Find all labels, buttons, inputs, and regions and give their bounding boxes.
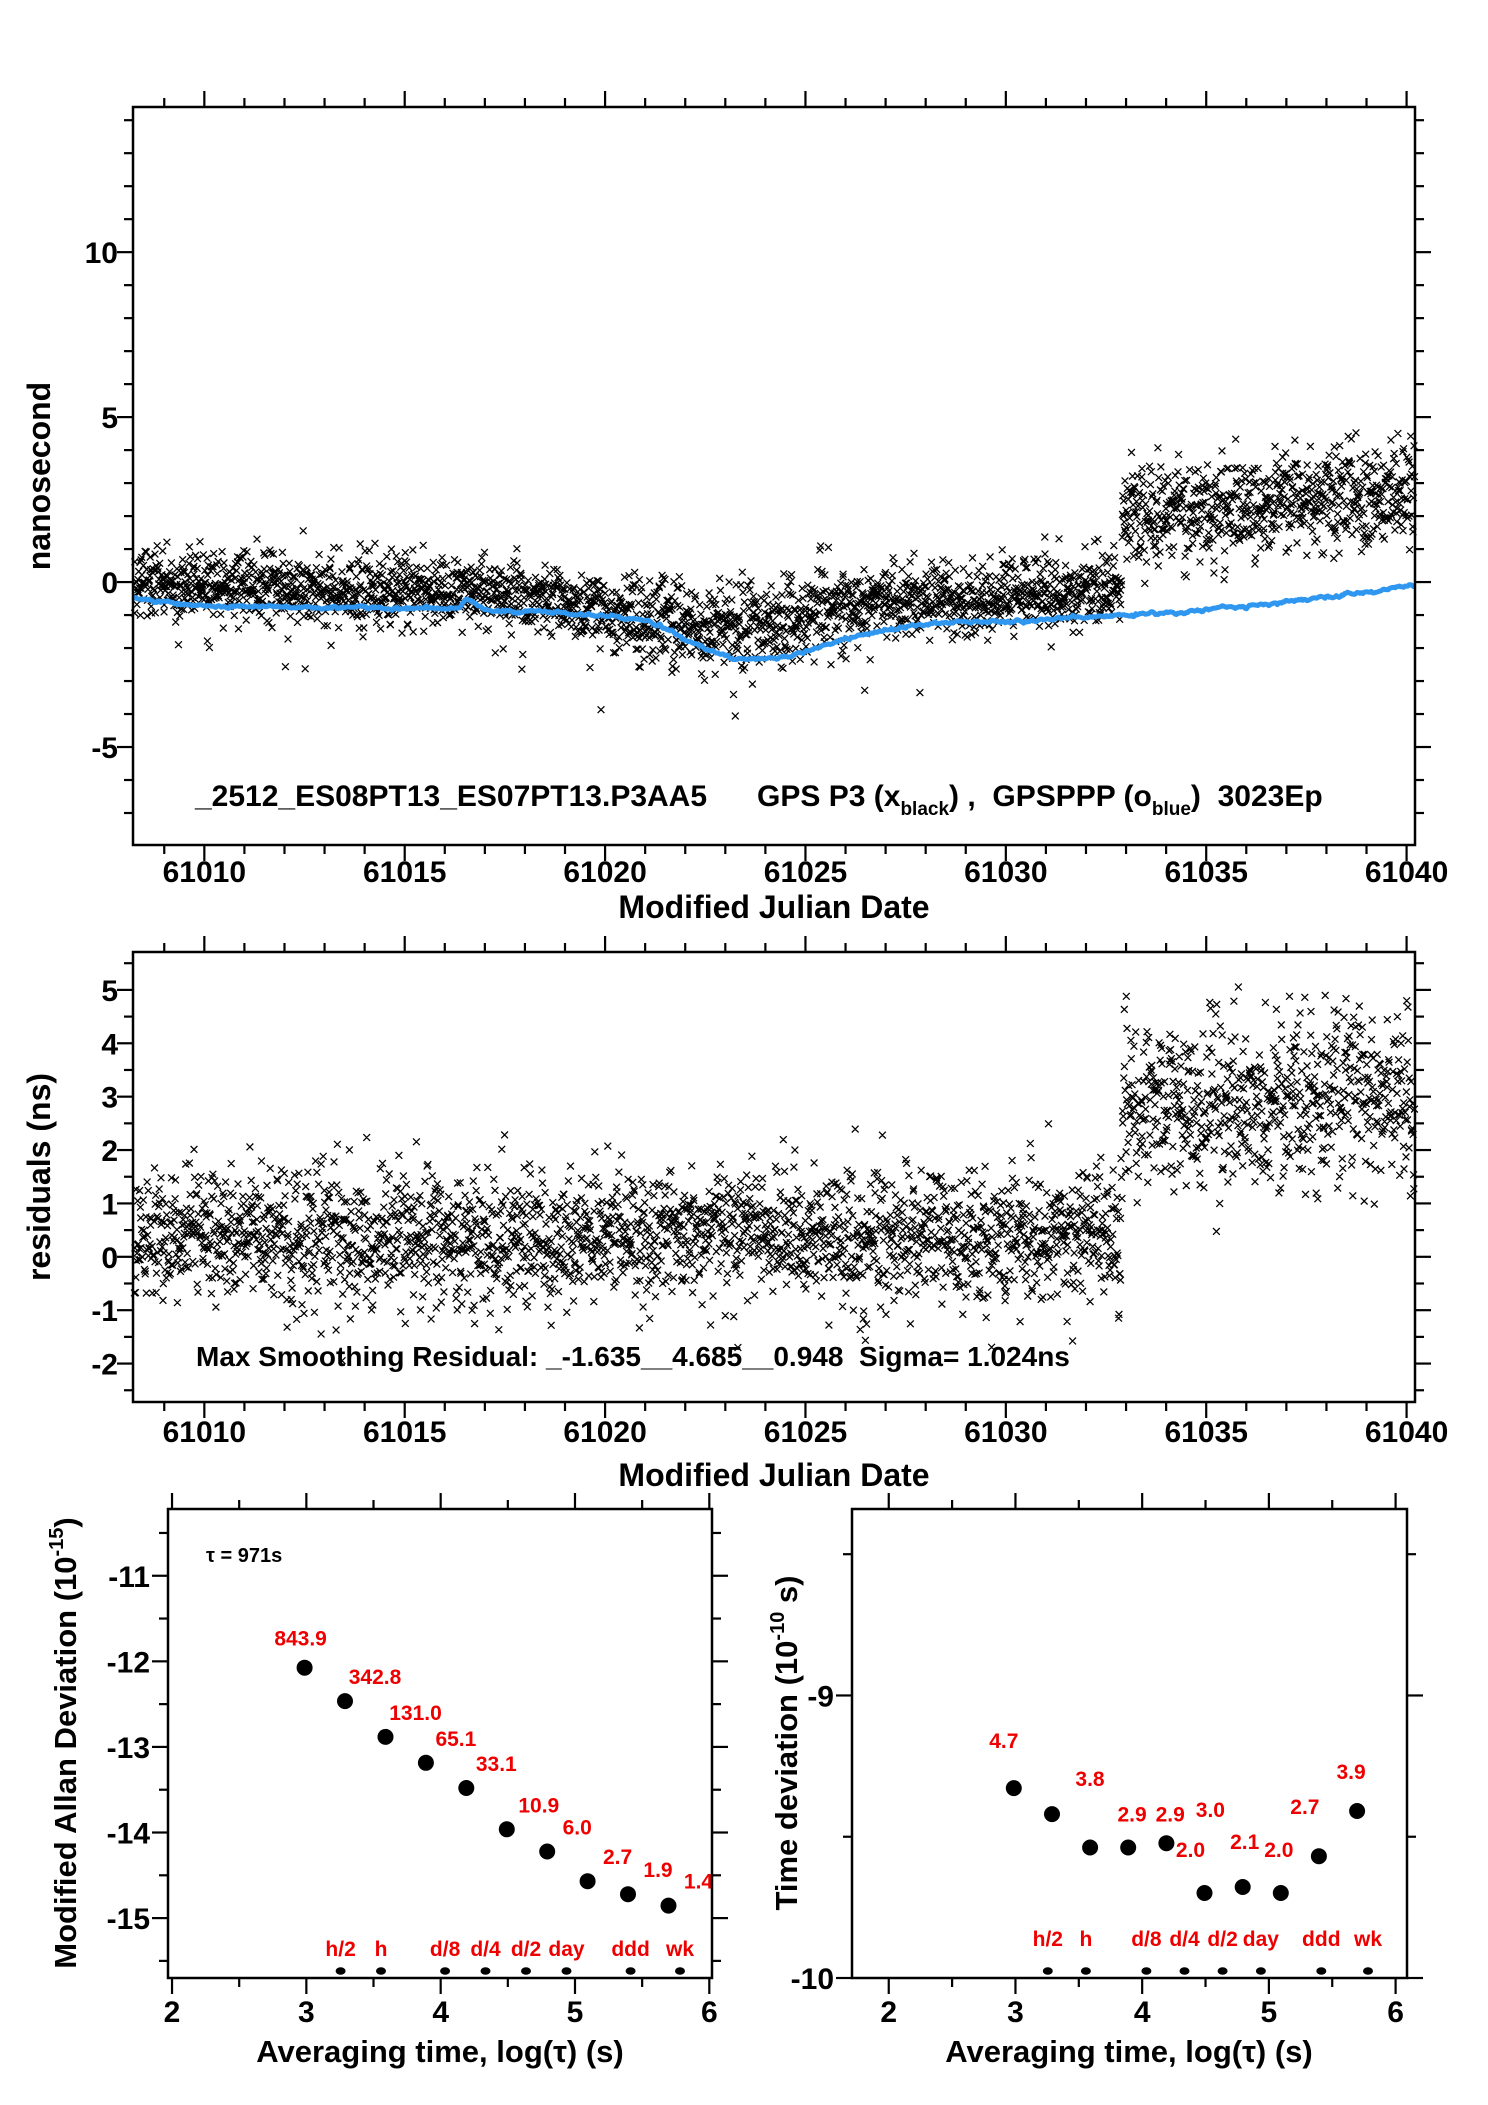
deviation-point-label: 2.7 (1290, 1796, 1320, 1820)
deviation-point (1197, 1885, 1213, 1901)
x-axis-title: Averaging time, log(τ) (s) (256, 2034, 624, 2069)
deviation-point-label: 2.9 (1117, 1803, 1147, 1827)
y-tick-label: -13 (106, 1731, 150, 1765)
y-tick-label: -9 (807, 1680, 834, 1714)
x-tick-label: 61010 (162, 1416, 247, 1449)
x-tick-label: 4 (432, 1996, 450, 2029)
chart-title: _2512_ES08PT13_ES07PT13.P3AA5 GPS P3 $(x_{black})$ , GPSPPP $(o_{blue})$ 3023Ep (195, 780, 1323, 820)
x-tick-label: 61015 (362, 856, 447, 889)
time-marker-dot (1256, 1967, 1266, 1975)
y-tick-label: -15 (106, 1903, 150, 1937)
deviation-point (539, 1844, 555, 1860)
y-axis-title: nanosecond (21, 381, 57, 571)
y-tick-label: -5 (91, 732, 118, 765)
time-marker-dot (440, 1967, 450, 1975)
time-marker-label: d/8 (429, 1938, 461, 1961)
residual-annotation: Max Smoothing Residual: _-1.635__4.685__0.948 Sigma= 1.024ns (196, 1341, 1070, 1372)
x-tick-label: 6 (700, 1996, 718, 2029)
time-marker-dot (521, 1967, 531, 1975)
x-tick-label: 3 (298, 1996, 315, 2029)
deviation-point-label: 2.0 (1264, 1839, 1294, 1862)
y-axis-title: Time deviation ($10^{-10}$ s) (767, 1575, 804, 1911)
time-marker-label: day (1242, 1928, 1279, 1951)
time-marker-dot (1141, 1967, 1151, 1975)
x-tick-label: 61025 (763, 856, 848, 889)
time-marker-label: d/8 (1131, 1928, 1162, 1951)
y-tick-label: -1 (91, 1295, 118, 1329)
time-marker-dot (1316, 1967, 1326, 1975)
time-marker-dot (336, 1967, 346, 1975)
deviation-point (1311, 1848, 1327, 1864)
deviation-point (458, 1780, 474, 1796)
deviation-point-label: 2.7 (602, 1846, 633, 1870)
deviation-point-label: 3.8 (1075, 1768, 1105, 1792)
time-marker-dot (481, 1967, 491, 1975)
y-tick-label: 1 (101, 1188, 118, 1222)
y-tick-label: -10 (790, 1963, 834, 1996)
deviation-point-label: 3.0 (1195, 1799, 1226, 1823)
time-marker-label: wk (1353, 1928, 1383, 1951)
x-tick-label: 61015 (362, 1416, 447, 1449)
time-marker-dot (1363, 1967, 1373, 1975)
deviation-point (620, 1886, 636, 1902)
deviation-point (297, 1660, 313, 1676)
deviation-point-label: 65.1 (435, 1727, 477, 1751)
x-tick-label: 5 (1260, 1996, 1278, 2029)
y-axis-title: Modified Allan Deviation $(10^{-15})$ (46, 1517, 83, 1969)
y-axis-title: residuals (ns) (21, 1072, 57, 1282)
time-marker-label: ddd (1302, 1928, 1341, 1951)
x-tick-label: 61025 (763, 1416, 848, 1449)
y-tick-label: 5 (101, 402, 118, 436)
y-tick-label: 2 (101, 1135, 118, 1168)
deviation-point-label: 1.9 (643, 1859, 673, 1883)
deviation-point (1006, 1780, 1022, 1796)
x-tick-label: 61035 (1164, 856, 1248, 889)
y-tick-label: -12 (106, 1646, 150, 1680)
x-axis-title: Modified Julian Date (618, 889, 930, 925)
time-marker-label: h/2 (325, 1938, 356, 1961)
x-axis-title: Modified Julian Date (618, 1457, 930, 1493)
time-marker-dot (626, 1967, 636, 1975)
deviation-point (661, 1898, 677, 1914)
deviation-point (337, 1693, 353, 1709)
deviation-point (1120, 1840, 1136, 1856)
x-tick-label: 61030 (964, 1416, 1048, 1449)
deviation-point-label: 3.9 (1336, 1761, 1366, 1784)
y-tick-label: -14 (106, 1817, 150, 1851)
y-tick-label: 3 (101, 1081, 118, 1115)
time-marker-dot (562, 1967, 572, 1975)
deviation-point (1273, 1885, 1289, 1901)
x-tick-label: 6 (1387, 1996, 1404, 2029)
x-tick-label: 61035 (1164, 1416, 1248, 1449)
x-tick-label: 4 (1133, 1996, 1151, 2029)
deviation-point (1044, 1806, 1060, 1822)
deviation-point-label: 6.0 (562, 1816, 592, 1840)
x-tick-label: 3 (1007, 1996, 1024, 2029)
deviation-point (1158, 1835, 1174, 1851)
deviation-point-label: 2.9 (1155, 1803, 1185, 1827)
deviation-point-label: 2.1 (1230, 1831, 1260, 1854)
y-tick-label: 0 (101, 1241, 118, 1275)
x-axis-title: Averaging time, log(τ) (s) (945, 2034, 1313, 2069)
x-tick-label: 61040 (1364, 1416, 1449, 1449)
time-marker-dot (1081, 1967, 1091, 1975)
deviation-point-label: 843.9 (274, 1627, 327, 1651)
y-tick-label: 4 (101, 1028, 118, 1062)
x-tick-label: 2 (163, 1996, 181, 2029)
time-marker-label: d/4 (470, 1938, 501, 1961)
time-marker-dot (1218, 1967, 1228, 1975)
deviation-point (499, 1821, 515, 1837)
x-tick-label: 61010 (162, 856, 247, 889)
x-tick-label: 61040 (1364, 856, 1449, 889)
x-tick-label: 61020 (563, 856, 647, 889)
deviation-point-label: 342.8 (348, 1666, 402, 1690)
time-marker-label: d/4 (1169, 1928, 1200, 1951)
time-marker-label: wk (665, 1938, 695, 1961)
time-marker-label: h (1079, 1928, 1093, 1951)
y-tick-label: 0 (101, 567, 118, 601)
time-marker-dot (1043, 1967, 1053, 1975)
time-marker-label: d/2 (510, 1938, 542, 1961)
deviation-point (378, 1729, 394, 1745)
deviation-point-label: 10.9 (518, 1794, 560, 1818)
deviation-point (580, 1873, 596, 1889)
time-marker-label: h/2 (1032, 1928, 1063, 1951)
y-tick-label: -2 (91, 1348, 118, 1382)
time-marker-label: h (374, 1938, 388, 1961)
y-tick-label: 5 (101, 974, 118, 1008)
deviation-point (1349, 1803, 1365, 1819)
deviation-point-label: 2.0 (1175, 1839, 1206, 1862)
tau-note: τ = 971s (206, 1545, 283, 1567)
time-marker-dot (675, 1967, 685, 1975)
deviation-point (1082, 1840, 1098, 1856)
y-tick-label: 10 (84, 237, 118, 271)
x-tick-label: 2 (880, 1996, 898, 2029)
deviation-point (1235, 1879, 1251, 1895)
x-tick-label: 5 (566, 1996, 584, 2029)
deviation-point-label: 4.7 (989, 1730, 1019, 1754)
time-marker-dot (1180, 1967, 1190, 1975)
deviation-point-label: 1.4 (683, 1870, 714, 1894)
x-tick-label: 61030 (964, 856, 1048, 889)
deviation-point-label: 33.1 (475, 1753, 517, 1776)
x-tick-label: 61020 (563, 1416, 647, 1449)
time-marker-label: ddd (611, 1938, 650, 1961)
time-marker-dot (376, 1967, 386, 1975)
deviation-point-label: 131.0 (389, 1701, 442, 1725)
time-marker-label: day (548, 1938, 585, 1961)
deviation-point (418, 1755, 434, 1771)
time-marker-label: d/2 (1207, 1928, 1238, 1951)
y-tick-label: -11 (108, 1560, 150, 1594)
